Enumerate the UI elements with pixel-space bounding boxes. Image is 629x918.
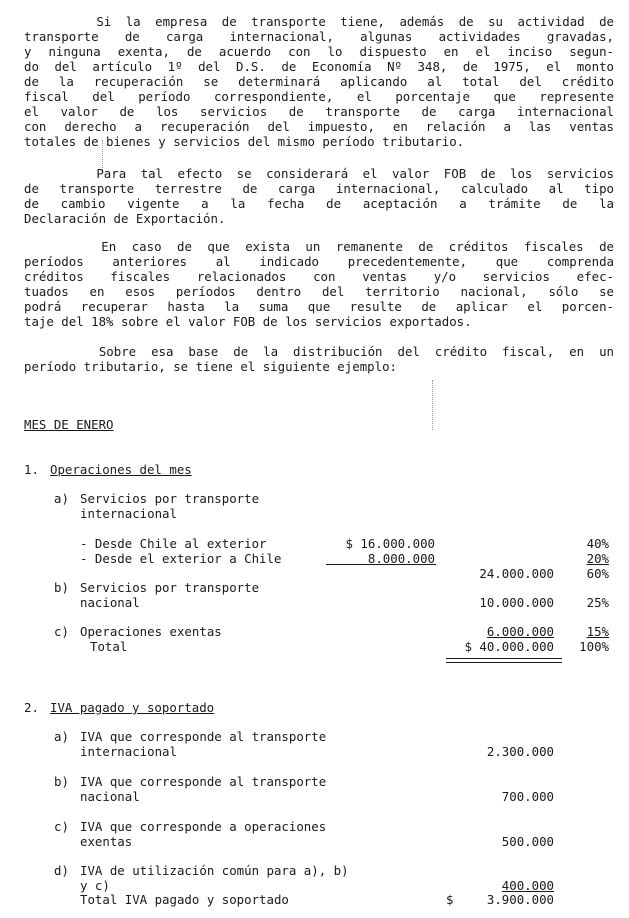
total-label: Total	[90, 639, 128, 654]
item-label: a)	[54, 491, 69, 506]
item-label: a)	[54, 729, 69, 744]
item-text: exentas	[80, 834, 133, 849]
item-text: IVA que corresponde al transporte	[80, 729, 327, 744]
paragraph-line: períodos anteriores al indicado precedentemente, que comprenda	[24, 254, 614, 269]
paragraph-line: do del artículo 1º del D.S. de Economía Nº 348, de 1975, el monto	[24, 59, 614, 74]
section-2-title: IVA pagado y soportado	[50, 700, 215, 715]
paragraph-line: transporte de carga internacional, algunas actividades gravadas,	[24, 29, 614, 44]
scan-artifact-line	[432, 380, 433, 430]
double-rule	[446, 658, 562, 663]
amount-value: 500.000	[501, 834, 554, 849]
amount-value: 8.000.000	[367, 551, 435, 566]
month-heading: MES DE ENERO	[24, 417, 114, 432]
item-text: Operaciones exentas	[80, 624, 222, 639]
total-percentage: 100%	[579, 639, 609, 654]
percentage-value: 25%	[586, 595, 609, 610]
paragraph-line: con derecho a recuperación del impuesto, en relación a las ventas	[24, 119, 614, 134]
section-1-title: Operaciones del mes	[50, 462, 192, 477]
paragraph-line: totales de bienes y servicios del mismo período tributario.	[24, 134, 465, 149]
subitem-text: - Desde Chile al exterior	[80, 536, 267, 551]
item-label: c)	[54, 819, 69, 834]
amount-value: 700.000	[501, 789, 554, 804]
item-text: IVA de utilización común para a), b)	[80, 863, 349, 878]
paragraph-line: y ninguna exenta, de acuerdo con lo dispuesto en el inciso segun-	[24, 44, 614, 59]
paragraph-1	[24, 14, 614, 149]
subtotal-value: 24.000.000	[479, 566, 554, 581]
paragraph-line: de la recuperación se determinará aplicando al total del crédito	[24, 74, 614, 89]
paragraph-line: taje del 18% sobre el valor FOB de los servicios exportados.	[24, 314, 472, 329]
paragraph-line: de cambio vigente a la fecha de aceptación a trámite de la	[24, 196, 614, 211]
percentage-value: 15%	[586, 624, 609, 639]
section-1-number: 1.	[24, 462, 39, 477]
paragraph-line: Declaración de Exportación.	[24, 211, 226, 226]
item-text: IVA que corresponde a operaciones	[80, 819, 327, 834]
amount-value: $ 16.000.000	[345, 536, 435, 551]
paragraph-line: podrá recuperar hasta la suma que resulte de aplicar el porcen-	[24, 299, 614, 314]
item-text: IVA que corresponde al transporte	[80, 774, 327, 789]
currency-symbol: $	[446, 892, 454, 907]
paragraph-line: Para tal efecto se considerará el valor FOB de los servicios	[24, 166, 614, 181]
item-text: y c)	[80, 878, 110, 893]
total-value: 3.900.000	[486, 892, 554, 907]
paragraph-line: período tributario, se tiene el siguiente ejemplo:	[24, 359, 397, 374]
percentage-value: 40%	[586, 536, 609, 551]
subtotal-percentage: 60%	[586, 566, 609, 581]
item-text: internacional	[80, 744, 177, 759]
paragraph-line: de transporte terrestre de carga internacional, calculado al tipo	[24, 181, 614, 196]
section-2-number: 2.	[24, 700, 39, 715]
subitem-text: - Desde el exterior a Chile	[80, 551, 282, 566]
amount-value: 2.300.000	[486, 744, 554, 759]
paragraph-4	[24, 344, 614, 374]
item-label: c)	[54, 624, 69, 639]
amount-value: 6.000.000	[486, 624, 554, 639]
paragraph-line: Sobre esa base de la distribución del crédito fiscal, en un	[24, 344, 614, 359]
paragraph-line: tuados en esos períodos dentro del territorio nacional, sólo se	[24, 284, 614, 299]
item-text: Servicios por transporte	[80, 580, 260, 595]
item-label: b)	[54, 774, 69, 789]
paragraph-line: el valor de los servicios de transporte de carga internacional	[24, 104, 614, 119]
item-text: Servicios por transporte	[80, 491, 260, 506]
paragraph-line: Si la empresa de transporte tiene, además de su actividad de	[24, 14, 614, 29]
percentage-value: 20%	[586, 551, 609, 566]
item-text: nacional	[80, 789, 140, 804]
item-text: nacional	[80, 595, 140, 610]
total-value: $ 40.000.000	[464, 639, 554, 654]
item-text: internacional	[80, 506, 177, 521]
item-label: d)	[54, 863, 69, 878]
amount-value: 400.000	[501, 878, 554, 893]
paragraph-2	[24, 166, 614, 226]
total-label: Total IVA pagado y soportado	[80, 892, 289, 907]
paragraph-line: fiscal del período correspondiente, el porcentaje que represente	[24, 89, 614, 104]
paragraph-line: En caso de que exista un remanente de créditos fiscales de	[24, 239, 614, 254]
amount-value: 10.000.000	[479, 595, 554, 610]
item-label: b)	[54, 580, 69, 595]
paragraph-3	[24, 239, 614, 329]
paragraph-line: créditos fiscales relacionados con ventas y/o servicios efec-	[24, 269, 614, 284]
